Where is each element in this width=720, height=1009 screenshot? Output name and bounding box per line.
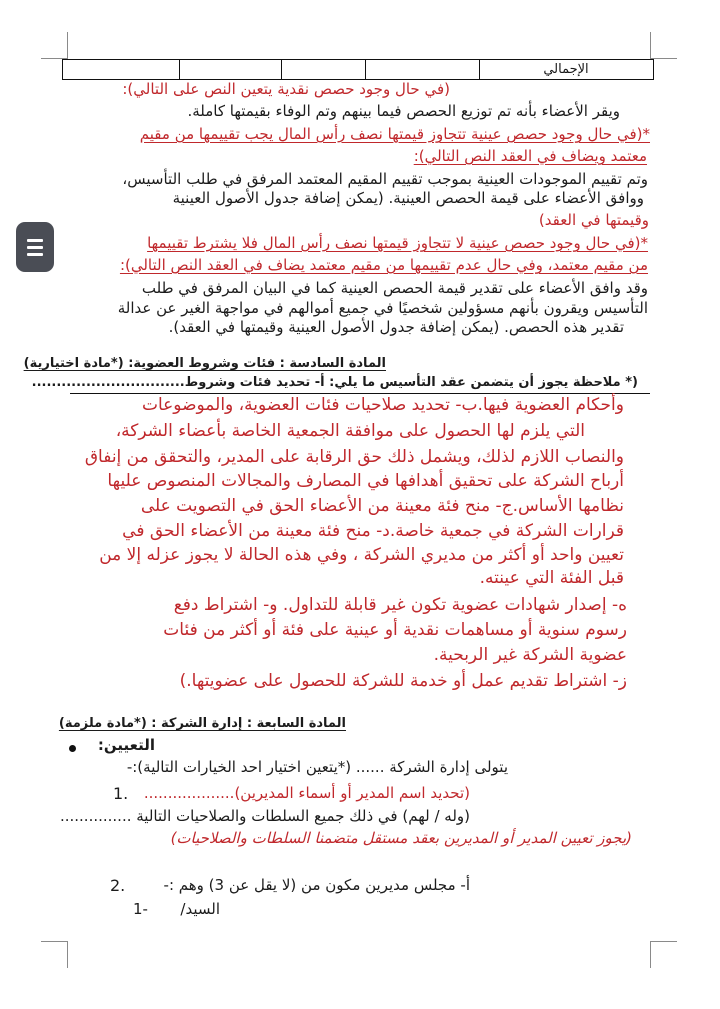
table-cell xyxy=(179,60,281,79)
option1-text xyxy=(144,784,470,802)
totals-table-row xyxy=(62,59,654,80)
article6-line: والنصاب اللازم لذلك، ويشمل ذلك حق الرقابة على المدير، والتحقق من إنفاق xyxy=(84,447,624,467)
crop-mark-top-right-vertical xyxy=(650,32,651,59)
article6-line: التي يلزم لها الحصول على موافقة الجمعية الخاصة بأعضاء الشركة، xyxy=(115,421,585,441)
article6-line: رسوم سنوية أو مساهمات نقدية أو عينية على فئة أو أكثر من فئات xyxy=(163,620,627,640)
option2-number: 2. xyxy=(110,876,126,895)
inkind-under-half-note-line1: *(في حال وجود حصص عينية لا تتجاوز قيمتها نصف رأس المال فلا يشترط تقييمها xyxy=(147,234,648,252)
inkind-over-half-note-line2: معتمد ويضاف في العقد النص التالي): xyxy=(413,147,647,165)
inkind-under-half-text-line3: تقدير هذه الحصص. (يمكن إضافة جدول الأصول العينية وقيمتها في العقد). xyxy=(168,318,624,336)
crop-mark-bottom-left-vertical xyxy=(67,941,68,968)
article6-note-dots: ............................... xyxy=(31,375,185,390)
bullet-icon xyxy=(69,745,76,752)
option1-number: 1. xyxy=(113,784,129,803)
option1-name-placeholder: (تحديد اسم المدير أو أسماء المديرين) xyxy=(234,784,470,802)
article6-line: تعيين واحد أو أكثر من مديري الشركة ، وفي هذه الحالة لا يجوز عزله إلا من xyxy=(99,545,624,565)
article6-line: قبل الفئة التي عينته. xyxy=(479,568,624,588)
crop-mark-bottom-right-vertical xyxy=(650,941,651,968)
article6-line: نظامها الأساس.ج- منح فئة معينة من الأعضاء الحق في التصويت على xyxy=(140,496,624,516)
table-cell xyxy=(63,60,179,79)
article6-line: ه- إصدار شهادات عضوية تكون غير قابلة للتداول. و- اشتراط دفع xyxy=(173,595,627,615)
crop-mark-bottom-right-horizontal xyxy=(650,941,677,942)
table-cell xyxy=(281,60,365,79)
table-cell-total-label: الإجمالي xyxy=(479,60,652,79)
cash-shares-note: (في حال وجود حصص نقدية يتعين النص على التالي): xyxy=(122,80,450,98)
article6-title: المادة السادسة : فئات وشروط العضوية: (*مادة اختيارية) xyxy=(23,356,386,371)
hamburger-menu-button[interactable] xyxy=(16,222,54,272)
inkind-over-half-text-line3: وقيمتها في العقد) xyxy=(538,211,649,229)
article6-note-rule xyxy=(70,393,650,394)
cash-shares-text: ويقر الأعضاء بأنه تم توزيع الحصص فيما بينهم وتم الوفاء بقيمتها كاملة. xyxy=(187,102,620,120)
article6-note-text: (* ملاحظة يجوز أن يتضمن عقد التأسيس ما يلي: أ- تحديد فئات وشروط xyxy=(184,375,638,390)
article6-line: عضوية الشركة غير الربحية. xyxy=(433,645,627,665)
appointment-label: التعيين: xyxy=(97,736,155,754)
inkind-under-half-text-line1: وقد وافق الأعضاء على تقدير قيمة الحصص العينية كما في البيان المرفق في طلب xyxy=(141,279,648,297)
crop-mark-bottom-left-horizontal xyxy=(41,941,68,942)
inkind-under-half-text-line2: التأسيس ويقرون بأنهم مسؤولين شخصيًا في جميع أموالهم في مواجهة الغير عن عدالة xyxy=(117,299,648,317)
article6-note xyxy=(32,375,638,390)
table-cell xyxy=(365,60,479,79)
director-label: السيد/ xyxy=(180,900,220,918)
article6-line: أرباح الشركة على تحقيق أهدافها في المصارف والمجالات المنصوص عليها xyxy=(107,471,624,491)
option1-dots: ................... xyxy=(143,784,235,802)
article6-line: وأحكام العضوية فيها.ب- تحديد صلاحيات فئات العضوية، والموضوعات xyxy=(141,395,624,415)
article6-line: ز- اشتراط تقديم عمل أو خدمة للشركة للحصول على عضويتها.) xyxy=(179,671,627,691)
powers-note: (يجوز تعيين المدير أو المديرين بعقد مستقل متضمنا السلطات والصلاحيات) xyxy=(170,829,632,847)
management-line: يتولى إدارة الشركة ...... (*يتعين اختيار احد الخيارات التالية):- xyxy=(126,758,508,776)
inkind-over-half-note-line1: *(في حال وجود حصص عينية تتجاوز قيمتها نصف رأس المال يجب تقييمها من مقيم xyxy=(139,125,650,143)
powers-line: (وله / لهم) في ذلك جميع السلطات والصلاحيات التالية ............... xyxy=(59,807,470,825)
article6-line: قرارات الشركة في جمعية خاصة.د- منح فئة معينة من الأعضاء الحق في xyxy=(122,521,624,541)
inkind-over-half-text-line2: ووافق الأعضاء على قيمة الحصص العينية. (يمكن إضافة جدول الأصول العينية xyxy=(172,189,644,207)
crop-mark-top-right-horizontal xyxy=(650,58,677,59)
director-number: 1- xyxy=(133,900,148,918)
inkind-under-half-note-line2: من مقيم معتمد، وفي حال عدم تقييمها من مقيم معتمد يضاف في العقد النص التالي): xyxy=(119,256,648,274)
article7-title: المادة السابعة : إدارة الشركة : (*مادة ملزمة) xyxy=(58,716,346,731)
hamburger-menu-icon xyxy=(27,239,43,242)
crop-mark-top-left-vertical xyxy=(67,32,68,59)
inkind-over-half-text-line1: وتم تقييم الموجودات العينية بموجب تقييم المقيم المعتمد المرفق في طلب التأسيس، xyxy=(122,170,648,188)
option2-text: أ- مجلس مديرين مكون من (لا يقل عن 3) وهم :- xyxy=(163,876,470,894)
